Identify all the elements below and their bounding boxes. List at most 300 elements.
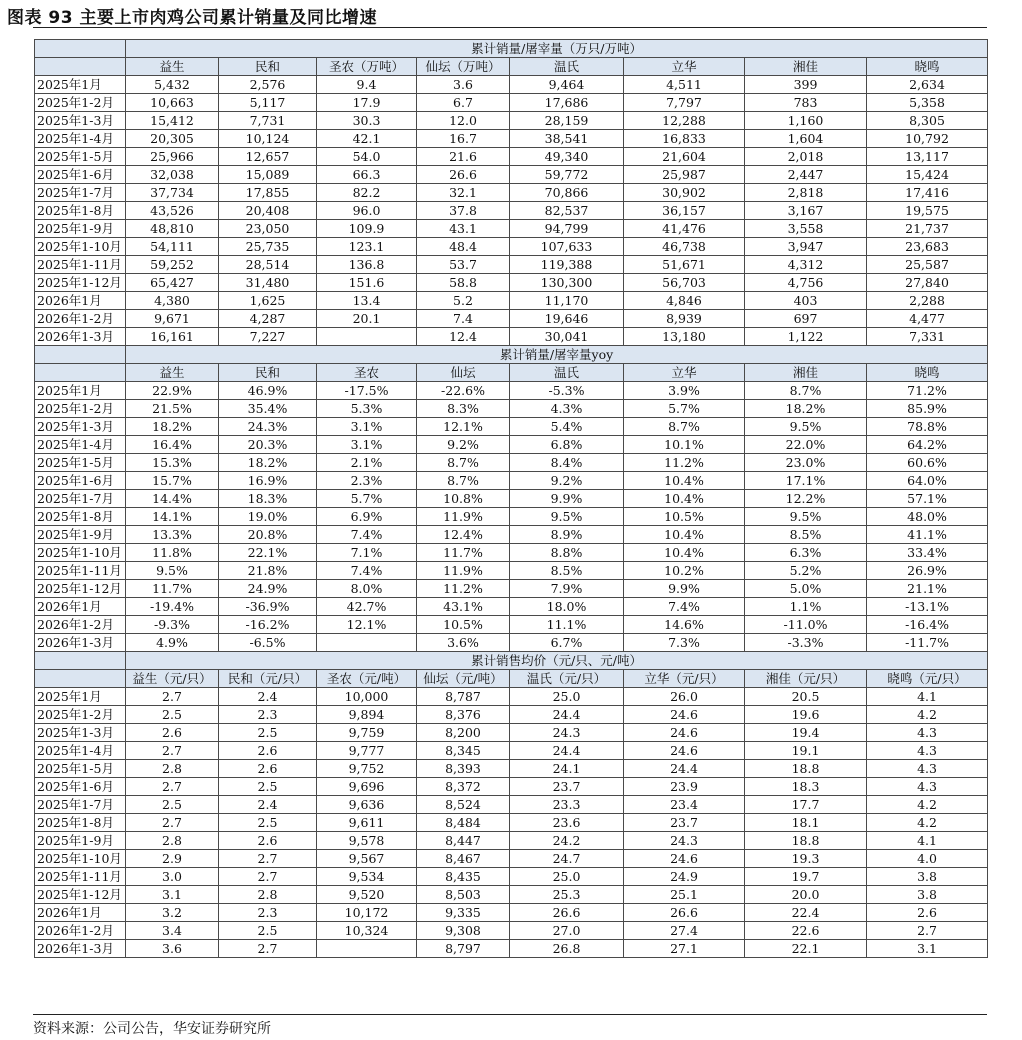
row-period-label: 2025年1-6月 xyxy=(35,166,126,184)
table-cell: 8,372 xyxy=(417,778,510,796)
table-cell: 23.0% xyxy=(745,454,867,472)
table-row xyxy=(35,508,988,526)
table-cell: 15.7% xyxy=(126,472,219,490)
table-cell: 4.3% xyxy=(510,400,624,418)
table-cell: 1,122 xyxy=(745,328,867,346)
header-corner xyxy=(35,364,126,382)
table-cell: 26.9% xyxy=(867,562,988,580)
table-cell: 11.2% xyxy=(417,580,510,598)
table-cell: 25.1 xyxy=(624,886,745,904)
table-cell: 9,335 xyxy=(417,904,510,922)
table-cell: 2.7 xyxy=(219,868,317,886)
column-header-row xyxy=(35,670,988,688)
table-row xyxy=(35,310,988,328)
table-cell: 8,503 xyxy=(417,886,510,904)
table-cell: 13,117 xyxy=(867,148,988,166)
table-cell: 130,300 xyxy=(510,274,624,292)
table-row xyxy=(35,886,988,904)
column-header: 圣农（万吨） xyxy=(317,58,417,76)
table-cell: 16,161 xyxy=(126,328,219,346)
table-cell: 35.4% xyxy=(219,400,317,418)
row-period-label: 2025年1-7月 xyxy=(35,184,126,202)
table-cell: 3,947 xyxy=(745,238,867,256)
column-header: 仙坛（万吨） xyxy=(417,58,510,76)
table-cell: 8.4% xyxy=(510,454,624,472)
section-title: 累计销量/屠宰量（万只/万吨） xyxy=(126,40,988,58)
table-cell: 2.7 xyxy=(126,814,219,832)
table-cell: 2.7 xyxy=(126,688,219,706)
table-cell: 10.5% xyxy=(417,616,510,634)
table-cell: 2.5 xyxy=(219,814,317,832)
table-cell: 2.5 xyxy=(126,706,219,724)
row-period-label: 2025年1-12月 xyxy=(35,886,126,904)
table-cell: 28,159 xyxy=(510,112,624,130)
table-row xyxy=(35,490,988,508)
table-row xyxy=(35,868,988,886)
table-cell: 15,412 xyxy=(126,112,219,130)
table-cell: 37,734 xyxy=(126,184,219,202)
column-header: 民和 xyxy=(219,364,317,382)
table-cell: 12.4% xyxy=(417,526,510,544)
table-cell: 5.7% xyxy=(317,490,417,508)
table-cell: 32,038 xyxy=(126,166,219,184)
table-cell: 23.7 xyxy=(510,778,624,796)
table-cell: 18.2% xyxy=(126,418,219,436)
table-cell: 10.2% xyxy=(624,562,745,580)
table-cell: 8,376 xyxy=(417,706,510,724)
table-cell: 9.5% xyxy=(745,418,867,436)
table-cell: 4,756 xyxy=(745,274,867,292)
table-cell: 7,227 xyxy=(219,328,317,346)
table-cell: 21,604 xyxy=(624,148,745,166)
table-cell: 3,167 xyxy=(745,202,867,220)
table-cell: 17.1% xyxy=(745,472,867,490)
table-cell: 27.4 xyxy=(624,922,745,940)
table-cell: 3.6% xyxy=(417,634,510,652)
table-cell: 5.7% xyxy=(624,400,745,418)
row-period-label: 2025年1月 xyxy=(35,76,126,94)
table-cell: 10.4% xyxy=(624,472,745,490)
table-cell: 19.4 xyxy=(745,724,867,742)
table-cell: 9.9% xyxy=(624,580,745,598)
figure-title: 图表 93 主要上市肉鸡公司累计销量及同比增速 xyxy=(7,8,377,28)
row-period-label: 2025年1-3月 xyxy=(35,112,126,130)
table-cell: 1,604 xyxy=(745,130,867,148)
table-cell: 20.3% xyxy=(219,436,317,454)
table-cell: 9,636 xyxy=(317,796,417,814)
table-cell: 94,799 xyxy=(510,220,624,238)
table-cell: 2.8 xyxy=(219,886,317,904)
table-cell: -13.1% xyxy=(867,598,988,616)
table-cell: 8,939 xyxy=(624,310,745,328)
table-cell: 46,738 xyxy=(624,238,745,256)
table-cell: 8,200 xyxy=(417,724,510,742)
table-cell: -6.5% xyxy=(219,634,317,652)
table-row xyxy=(35,544,988,562)
table-cell: 7,797 xyxy=(624,94,745,112)
column-header: 益生 xyxy=(126,364,219,382)
row-period-label: 2026年1-3月 xyxy=(35,940,126,958)
table-cell: 3.6 xyxy=(417,76,510,94)
table-cell: 8,484 xyxy=(417,814,510,832)
table-row xyxy=(35,472,988,490)
table-cell: 11.7% xyxy=(417,544,510,562)
table-cell: -19.4% xyxy=(126,598,219,616)
table-cell: 7.4% xyxy=(624,598,745,616)
table-cell: 58.8 xyxy=(417,274,510,292)
column-header: 立华 xyxy=(624,58,745,76)
row-period-label: 2025年1-9月 xyxy=(35,220,126,238)
table-cell: 2,634 xyxy=(867,76,988,94)
column-header: 湘佳 xyxy=(745,58,867,76)
table-cell: 9.2% xyxy=(510,472,624,490)
column-header: 温氏 xyxy=(510,364,624,382)
row-period-label: 2025年1月 xyxy=(35,382,126,400)
row-period-label: 2025年1-2月 xyxy=(35,706,126,724)
table-cell: 9.5% xyxy=(126,562,219,580)
data-table xyxy=(34,39,988,958)
table-cell: 18.2% xyxy=(745,400,867,418)
table-cell: 783 xyxy=(745,94,867,112)
table-cell: 4.9% xyxy=(126,634,219,652)
column-header: 民和 xyxy=(219,58,317,76)
row-period-label: 2025年1-12月 xyxy=(35,580,126,598)
table-cell: 8.9% xyxy=(510,526,624,544)
table-cell: 8.7% xyxy=(745,382,867,400)
section-title-row xyxy=(35,652,988,670)
table-cell: 14.4% xyxy=(126,490,219,508)
table-row xyxy=(35,742,988,760)
table-cell: 10.8% xyxy=(417,490,510,508)
table-cell: 24.9 xyxy=(624,868,745,886)
table-cell: 7.9% xyxy=(510,580,624,598)
table-cell: 18.2% xyxy=(219,454,317,472)
row-period-label: 2025年1月 xyxy=(35,688,126,706)
table-cell: 30.3 xyxy=(317,112,417,130)
table-cell: 18.1 xyxy=(745,814,867,832)
table-cell: 20.8% xyxy=(219,526,317,544)
table-cell: 2.7 xyxy=(219,850,317,868)
table-cell: 25,587 xyxy=(867,256,988,274)
table-cell: 21.1% xyxy=(867,580,988,598)
table-cell: 71.2% xyxy=(867,382,988,400)
table-cell: 8,393 xyxy=(417,760,510,778)
table-row xyxy=(35,598,988,616)
table-cell: 9,520 xyxy=(317,886,417,904)
table-cell: 19,575 xyxy=(867,202,988,220)
table-cell xyxy=(317,328,417,346)
table-row xyxy=(35,94,988,112)
table-row xyxy=(35,292,988,310)
row-period-label: 2026年1月 xyxy=(35,292,126,310)
table-cell: 23.7 xyxy=(624,814,745,832)
table-row xyxy=(35,382,988,400)
table-cell: 26.8 xyxy=(510,940,624,958)
table-cell: 85.9% xyxy=(867,400,988,418)
table-cell: 11.8% xyxy=(126,544,219,562)
column-header: 圣农 xyxy=(317,364,417,382)
table-cell: 11,170 xyxy=(510,292,624,310)
table-cell: 8.0% xyxy=(317,580,417,598)
table-cell: 59,772 xyxy=(510,166,624,184)
row-period-label: 2025年1-11月 xyxy=(35,256,126,274)
source-divider xyxy=(33,1014,987,1015)
table-cell: 10,172 xyxy=(317,904,417,922)
table-cell: 18.8 xyxy=(745,760,867,778)
table-row xyxy=(35,706,988,724)
table-cell: 24.4 xyxy=(510,706,624,724)
table-cell: 24.7 xyxy=(510,850,624,868)
table-cell: 3.8 xyxy=(867,886,988,904)
table-row xyxy=(35,814,988,832)
table-cell: 16,833 xyxy=(624,130,745,148)
table-cell: 43,526 xyxy=(126,202,219,220)
table-cell: 2.6 xyxy=(219,742,317,760)
table-row xyxy=(35,130,988,148)
table-cell: 9,567 xyxy=(317,850,417,868)
table-cell: 20.5 xyxy=(745,688,867,706)
row-period-label: 2025年1-8月 xyxy=(35,814,126,832)
table-cell: 21,737 xyxy=(867,220,988,238)
table-cell: 42.1 xyxy=(317,130,417,148)
table-cell: 3.6 xyxy=(126,940,219,958)
table-row xyxy=(35,724,988,742)
column-header: 仙坛 xyxy=(417,364,510,382)
table-cell: 25,987 xyxy=(624,166,745,184)
table-row xyxy=(35,166,988,184)
table-row xyxy=(35,202,988,220)
table-cell: 28,514 xyxy=(219,256,317,274)
table-cell: 6.3% xyxy=(745,544,867,562)
table-cell: 54,111 xyxy=(126,238,219,256)
table-cell: 151.6 xyxy=(317,274,417,292)
table-cell: 8.7% xyxy=(624,418,745,436)
row-period-label: 2025年1-5月 xyxy=(35,148,126,166)
table-cell: 32.1 xyxy=(417,184,510,202)
row-period-label: 2025年1-11月 xyxy=(35,868,126,886)
table-cell: 30,902 xyxy=(624,184,745,202)
row-period-label: 2026年1月 xyxy=(35,904,126,922)
table-cell: 8.5% xyxy=(745,526,867,544)
table-cell: 23.9 xyxy=(624,778,745,796)
table-cell: 9,308 xyxy=(417,922,510,940)
table-cell: 16.7 xyxy=(417,130,510,148)
table-cell: 46.9% xyxy=(219,382,317,400)
table-cell: 16.4% xyxy=(126,436,219,454)
table-cell: 7,331 xyxy=(867,328,988,346)
table-cell: 2.7 xyxy=(126,742,219,760)
table-cell: 7.4% xyxy=(317,526,417,544)
table-cell: 25,966 xyxy=(126,148,219,166)
table-cell: 48,810 xyxy=(126,220,219,238)
table-cell: 53.7 xyxy=(417,256,510,274)
table-cell: 4,477 xyxy=(867,310,988,328)
table-cell: 23,683 xyxy=(867,238,988,256)
table-cell: 6.9% xyxy=(317,508,417,526)
table-row xyxy=(35,526,988,544)
table-cell: 17.7 xyxy=(745,796,867,814)
table-cell: 31,480 xyxy=(219,274,317,292)
table-cell: 10.5% xyxy=(624,508,745,526)
table-cell: 7.1% xyxy=(317,544,417,562)
table-cell: 20,408 xyxy=(219,202,317,220)
row-period-label: 2025年1-5月 xyxy=(35,760,126,778)
table-cell: 8,435 xyxy=(417,868,510,886)
table-cell: 24.3 xyxy=(624,832,745,850)
table-row xyxy=(35,112,988,130)
table-cell: 22.4 xyxy=(745,904,867,922)
row-period-label: 2026年1-2月 xyxy=(35,310,126,328)
table-row xyxy=(35,454,988,472)
table-cell: 27,840 xyxy=(867,274,988,292)
table-row xyxy=(35,76,988,94)
table-cell: 41.1% xyxy=(867,526,988,544)
table-cell: 48.4 xyxy=(417,238,510,256)
table-row xyxy=(35,418,988,436)
table-cell: 11.2% xyxy=(624,454,745,472)
table-cell: 24.2 xyxy=(510,832,624,850)
table-cell: 12.1% xyxy=(317,616,417,634)
table-cell: 18.8 xyxy=(745,832,867,850)
table-cell: 1,160 xyxy=(745,112,867,130)
table-cell: 2.6 xyxy=(867,904,988,922)
table-cell: 4.1 xyxy=(867,832,988,850)
table-cell: 82,537 xyxy=(510,202,624,220)
table-cell: 10,792 xyxy=(867,130,988,148)
table-cell: 19.7 xyxy=(745,868,867,886)
table-cell: 26.6 xyxy=(624,904,745,922)
table-cell: 19.0% xyxy=(219,508,317,526)
table-cell: -11.7% xyxy=(867,634,988,652)
table-row xyxy=(35,220,988,238)
table-cell: 4.0 xyxy=(867,850,988,868)
table-cell: 9,534 xyxy=(317,868,417,886)
table-cell: 8,797 xyxy=(417,940,510,958)
table-cell: 4.3 xyxy=(867,760,988,778)
table-cell: 36,157 xyxy=(624,202,745,220)
table-cell: 15.3% xyxy=(126,454,219,472)
table-cell: 14.6% xyxy=(624,616,745,634)
table-cell: 65,427 xyxy=(126,274,219,292)
table-cell: 6.7% xyxy=(510,634,624,652)
row-period-label: 2025年1-8月 xyxy=(35,508,126,526)
table-cell: 7.4 xyxy=(417,310,510,328)
table-cell: 59,252 xyxy=(126,256,219,274)
row-period-label: 2025年1-2月 xyxy=(35,94,126,112)
table-cell: 7,731 xyxy=(219,112,317,130)
table-cell: 11.9% xyxy=(417,508,510,526)
table-cell: 15,424 xyxy=(867,166,988,184)
table-cell: 8,467 xyxy=(417,850,510,868)
table-cell: 12.4 xyxy=(417,328,510,346)
table-cell: 4,312 xyxy=(745,256,867,274)
section-title: 累计销售均价（元/只、元/吨） xyxy=(126,652,988,670)
table-cell: 10.1% xyxy=(624,436,745,454)
column-header: 立华 xyxy=(624,364,745,382)
table-cell: 2.3% xyxy=(317,472,417,490)
table-row xyxy=(35,922,988,940)
table-cell: 4.2 xyxy=(867,814,988,832)
table-cell: 8.7% xyxy=(417,472,510,490)
table-cell: 3.1% xyxy=(317,436,417,454)
table-cell: 4,287 xyxy=(219,310,317,328)
header-corner xyxy=(35,58,126,76)
table-cell: 2.4 xyxy=(219,796,317,814)
table-cell: 4.3 xyxy=(867,724,988,742)
table-cell: 2.5 xyxy=(126,796,219,814)
table-row xyxy=(35,148,988,166)
table-cell: 51,671 xyxy=(624,256,745,274)
table-cell: 2.8 xyxy=(126,760,219,778)
table-cell: 25,735 xyxy=(219,238,317,256)
table-cell: 22.0% xyxy=(745,436,867,454)
table-cell: 9,752 xyxy=(317,760,417,778)
table-cell: 19.1 xyxy=(745,742,867,760)
table-cell: 2.7 xyxy=(867,922,988,940)
table-cell: 24.4 xyxy=(510,742,624,760)
table-cell: 3.1% xyxy=(317,418,417,436)
table-cell: 2.7 xyxy=(126,778,219,796)
table-cell: 119,388 xyxy=(510,256,624,274)
table-cell: -5.3% xyxy=(510,382,624,400)
table-row xyxy=(35,778,988,796)
row-period-label: 2025年1-6月 xyxy=(35,778,126,796)
section-title-spacer xyxy=(35,40,126,58)
table-cell: 1,625 xyxy=(219,292,317,310)
section-title-spacer xyxy=(35,652,126,670)
table-cell: 8,305 xyxy=(867,112,988,130)
table-cell: 17,686 xyxy=(510,94,624,112)
table-cell: 20.1 xyxy=(317,310,417,328)
table-cell: 43.1 xyxy=(417,220,510,238)
table-cell: 399 xyxy=(745,76,867,94)
table-cell: 42.7% xyxy=(317,598,417,616)
section-title-spacer xyxy=(35,346,126,364)
table-cell: 17,855 xyxy=(219,184,317,202)
table-cell: 26.6 xyxy=(417,166,510,184)
table-cell: 23.6 xyxy=(510,814,624,832)
table-cell: 5,358 xyxy=(867,94,988,112)
table-cell: 22.6 xyxy=(745,922,867,940)
table-cell: 54.0 xyxy=(317,148,417,166)
header-corner xyxy=(35,670,126,688)
row-period-label: 2026年1-2月 xyxy=(35,922,126,940)
table-cell: 20,305 xyxy=(126,130,219,148)
table-row xyxy=(35,796,988,814)
table-cell: 8.7% xyxy=(417,454,510,472)
column-header: 仙坛（元/吨） xyxy=(417,670,510,688)
table-cell: 24.6 xyxy=(624,724,745,742)
table-cell: 23.3 xyxy=(510,796,624,814)
table-cell: 6.8% xyxy=(510,436,624,454)
table-row xyxy=(35,634,988,652)
table-cell: 11.7% xyxy=(126,580,219,598)
table-cell: 2.6 xyxy=(219,832,317,850)
row-period-label: 2025年1-4月 xyxy=(35,130,126,148)
table-cell: 4,511 xyxy=(624,76,745,94)
row-period-label: 2025年1-7月 xyxy=(35,796,126,814)
table-cell: 10.4% xyxy=(624,526,745,544)
table-cell: 2.5 xyxy=(219,724,317,742)
table-cell: 3.9% xyxy=(624,382,745,400)
table-cell: 17.9 xyxy=(317,94,417,112)
column-header: 晓鸣 xyxy=(867,58,988,76)
table-row xyxy=(35,616,988,634)
table-cell: 9,464 xyxy=(510,76,624,94)
column-header: 温氏（元/只） xyxy=(510,670,624,688)
table-cell: 9,611 xyxy=(317,814,417,832)
table-cell: 3.4 xyxy=(126,922,219,940)
